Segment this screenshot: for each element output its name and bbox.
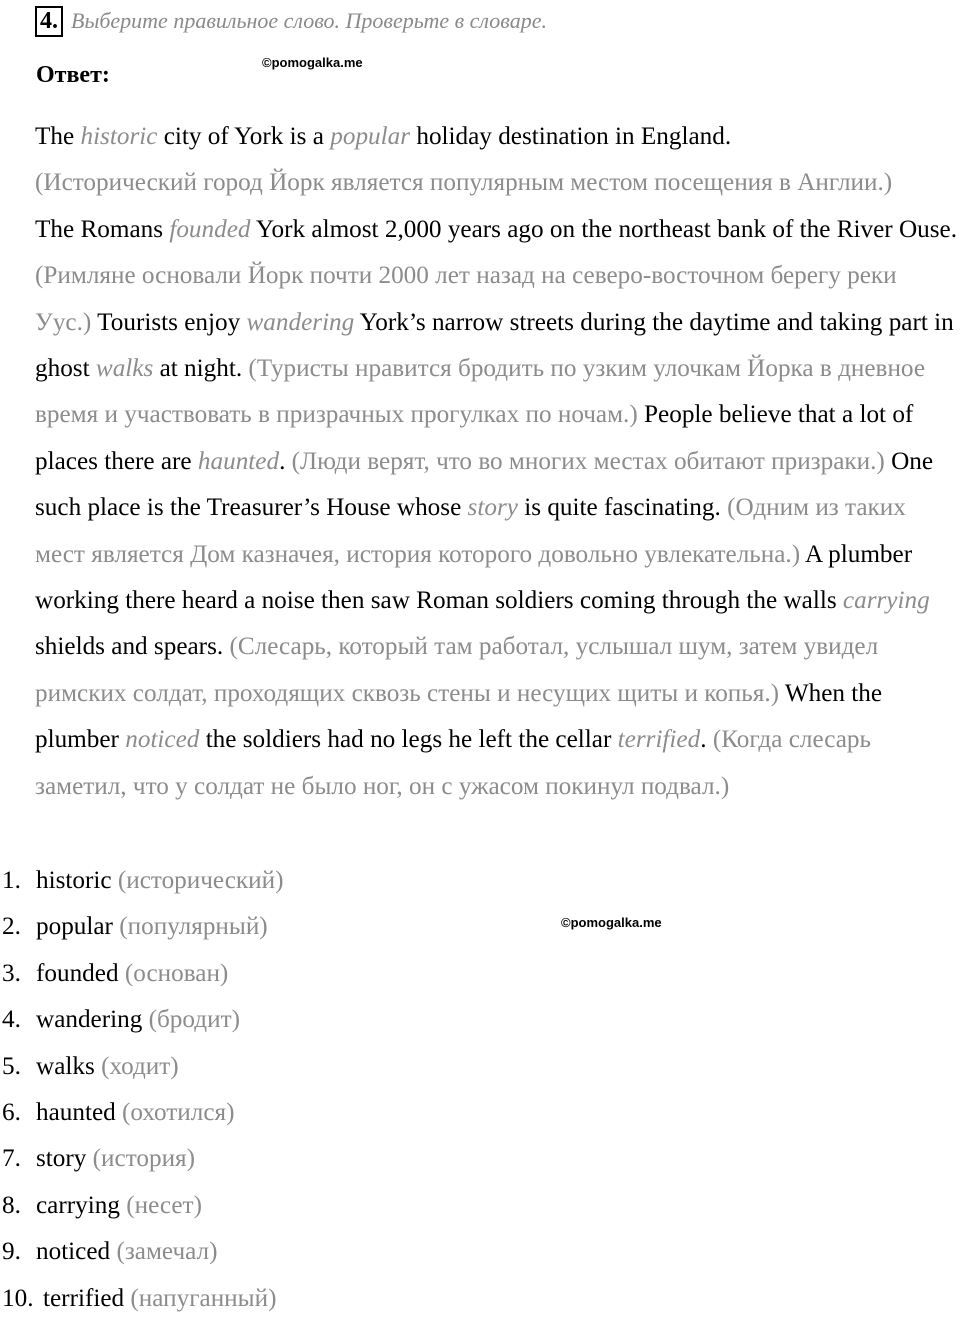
- keyword: historic: [80, 123, 158, 150]
- item-word: wandering: [36, 1006, 143, 1034]
- list-item: [0, 1183, 960, 1229]
- translation: (Исторический город Йорк является популярным местом посещения в Англии.): [35, 169, 893, 197]
- answer-label: Ответ:: [36, 62, 110, 88]
- item-word: carrying: [36, 1191, 120, 1219]
- keyword: noticed: [125, 726, 200, 754]
- item-translation: (популярный): [119, 913, 268, 941]
- item-translation: (несет): [126, 1191, 202, 1219]
- list-item: [0, 997, 960, 1043]
- keyword: founded: [169, 215, 251, 243]
- watermark: ©pomogalka.me: [262, 55, 363, 70]
- watermark: ©pomogalka.me: [561, 915, 662, 930]
- item-number: 7.: [2, 1145, 21, 1173]
- item-word: walks: [36, 1052, 95, 1080]
- item-number: 8.: [2, 1191, 21, 1219]
- keyword: wandering: [246, 308, 355, 336]
- list-item: [0, 951, 960, 997]
- item-number: 2.: [2, 913, 21, 941]
- sentence-1: The historic city of York is a popular holiday destination in England. (Исторический город Йорк является популярным местом посещения в Англии.): [35, 123, 893, 197]
- answer-list: [0, 858, 960, 1322]
- keyword: haunted: [197, 447, 280, 475]
- task-instruction: Выберите правильное слово. Проверьте в словаре.: [71, 8, 547, 33]
- keyword: popular: [330, 123, 411, 150]
- item-number: 6.: [2, 1098, 21, 1126]
- translation: (Слесарь, который там работал, услышал шум, затем увидел римских солдат, проходящих сквозь стены и несущих щиты и копья.): [35, 633, 879, 707]
- item-translation: (напуганный): [130, 1284, 277, 1312]
- item-word: story: [36, 1145, 87, 1173]
- item-translation: (охотился): [122, 1098, 235, 1126]
- item-word: noticed: [36, 1238, 111, 1266]
- answer-passage: [35, 114, 959, 810]
- translation: (Люди верят, что во многих местах обитают призраки.): [291, 447, 885, 475]
- item-number: 9.: [2, 1238, 21, 1266]
- translation: (Одним из таких мест является Дом казначея, история которого довольно увлекательна.): [35, 494, 906, 568]
- list-item: [0, 1229, 960, 1275]
- item-number: 5.: [2, 1052, 21, 1080]
- item-number: 4.: [2, 1006, 21, 1034]
- task-header: [35, 4, 547, 38]
- item-translation: (замечал): [116, 1238, 218, 1266]
- translation: (Римляне основали Йорк почти 2000 лет назад на северо-восточном берегу реки Уус.): [35, 262, 897, 336]
- list-item: [0, 1276, 960, 1322]
- list-item: [0, 904, 960, 950]
- sentence-3: Tourists enjoy wandering York’s narrow streets during the daytime and taking part in ghost walks at night. (Туристы нравится бродить по узким улочкам Йорка в дневное время и участвовать в призрачных прогулках по ночам.): [35, 308, 954, 429]
- list-item: [0, 1090, 960, 1136]
- keyword: carrying: [842, 587, 930, 615]
- keyword: terrified: [617, 726, 701, 754]
- list-item: [0, 1136, 960, 1182]
- task-number: 4.: [35, 6, 63, 37]
- item-translation: (ходит): [101, 1052, 179, 1080]
- list-item: [0, 858, 960, 904]
- translation: (Туристы нравится бродить по узким улочкам Йорка в дневное время и участвовать в призрачных прогулках по ночам.): [35, 355, 926, 429]
- item-word: founded: [36, 959, 119, 987]
- list-item: [0, 1044, 960, 1090]
- item-translation: (основан): [124, 959, 229, 987]
- item-word: historic: [36, 867, 112, 894]
- item-number: 3.: [2, 959, 21, 987]
- translation: (Когда слесарь заметил, что у солдат не было ног, он с ужасом покинул подвал.): [35, 726, 872, 800]
- item-word: terrified: [43, 1284, 125, 1312]
- keyword: story: [467, 494, 518, 522]
- sentence-4: People believe that a lot of places there are haunted. (Люди верят, что во многих местах обитают призраки.): [35, 401, 914, 475]
- sentence-2: The Romans founded York almost 2,000 years ago on the northeast bank of the River Ouse. (Римляне основали Йорк почти 2000 лет назад на северо-восточном берегу реки Уус.): [35, 215, 958, 336]
- sentence-6: A plumber working there heard a noise then saw Roman soldiers coming through the walls carrying shields and spears. (Слесарь, который там работал, услышал шум, затем увидел римских солдат, проходящих сквозь стены и несущих щиты и копья.): [35, 540, 930, 707]
- item-number: 10.: [2, 1284, 34, 1312]
- item-translation: (бродит): [148, 1006, 240, 1034]
- sentence-5: One such place is the Treasurer’s House whose story is quite fascinating. (Одним из таких мест является Дом казначея, история которого довольно увлекательна.): [35, 447, 934, 568]
- sentence-7: When the plumber noticed the soldiers had no legs he left the cellar terrified. (Когда слесарь заметил, что у солдат не было ног, он с ужасом покинул подвал.): [35, 679, 883, 800]
- item-translation: (история): [92, 1145, 196, 1173]
- item-word: haunted: [36, 1098, 116, 1126]
- item-number: 1.: [2, 867, 21, 894]
- item-translation: (исторический): [117, 867, 284, 894]
- item-word: popular: [36, 913, 113, 941]
- keyword: walks: [95, 355, 154, 383]
